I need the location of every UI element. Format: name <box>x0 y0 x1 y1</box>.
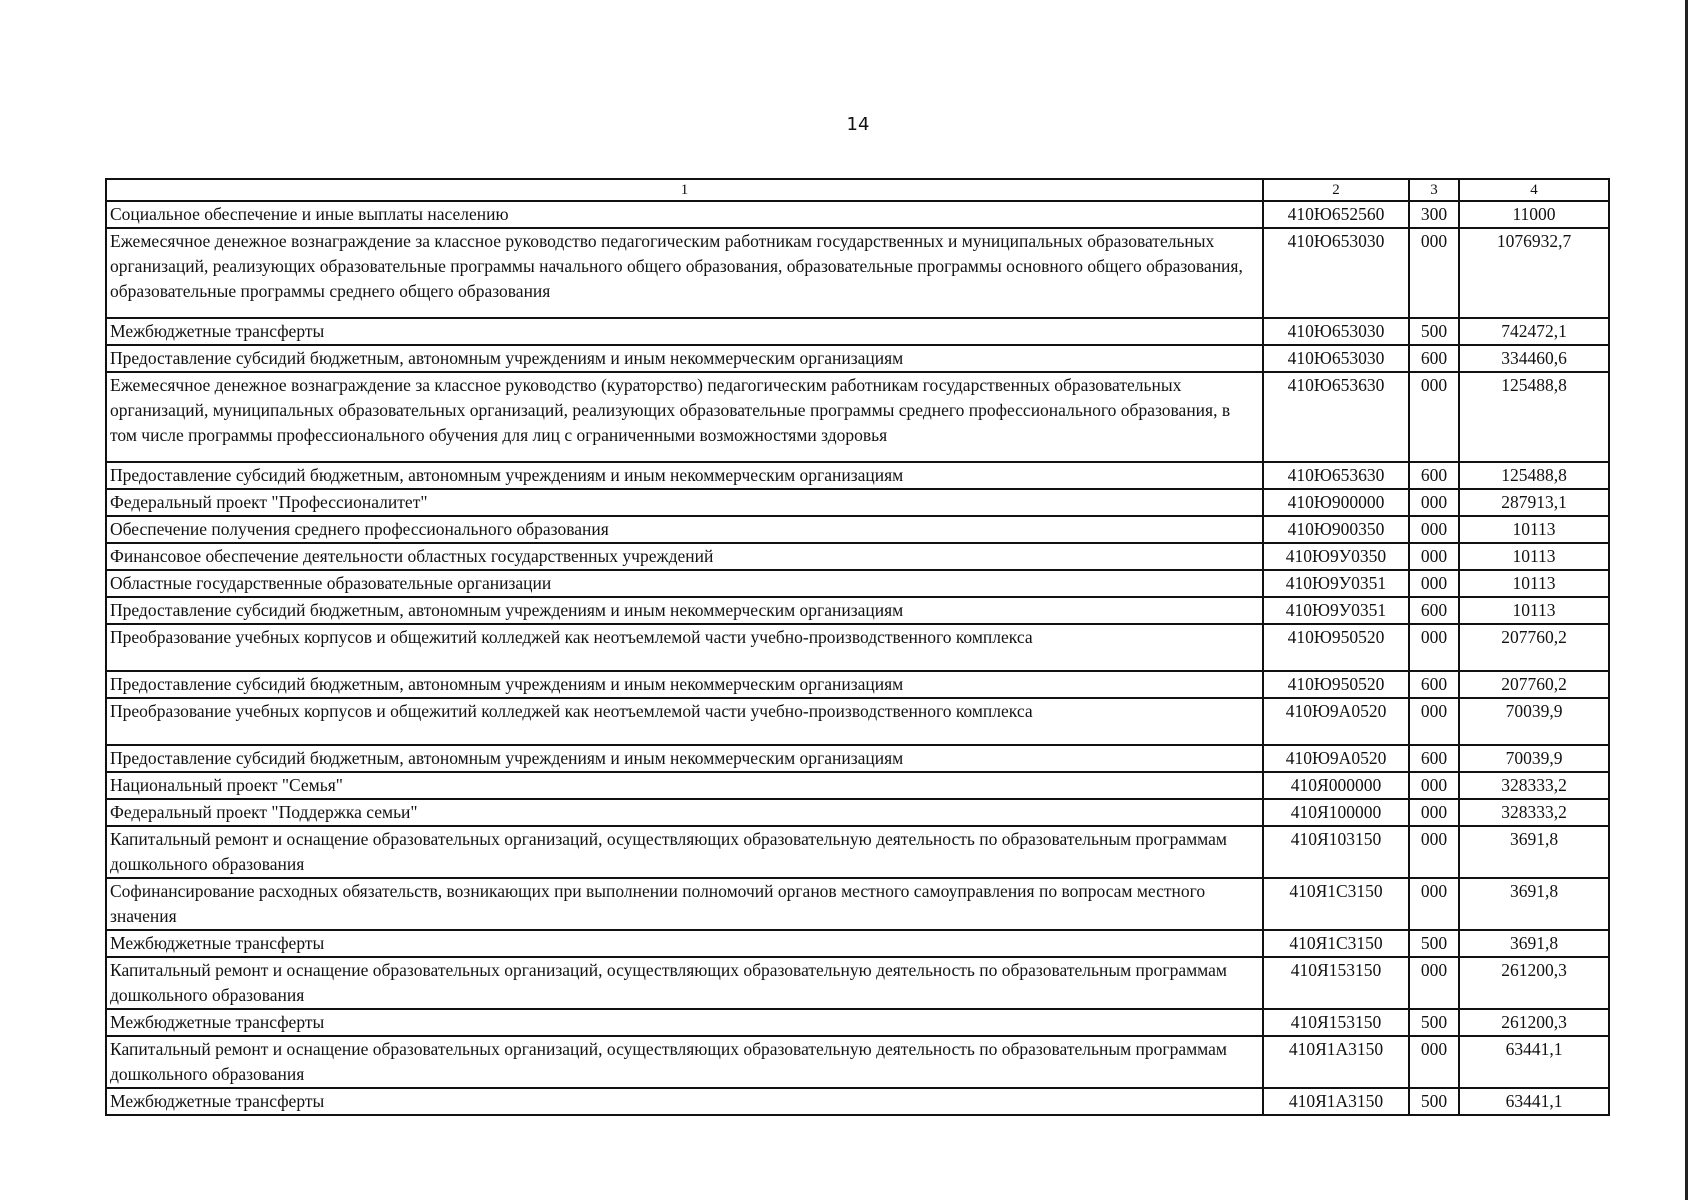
row-target-code: 410Я153150 <box>1263 957 1409 1009</box>
row-target-code: 410Ю9У0350 <box>1263 543 1409 570</box>
row-target-code: 410Ю9А0520 <box>1263 698 1409 745</box>
table-row <box>106 1009 1609 1036</box>
row-description: Капитальный ремонт и оснащение образовательных организаций, осуществляющих образовательную деятельность по образовательным программам дошкольного образования <box>106 957 1263 1009</box>
row-expense-type: 300 <box>1409 201 1459 228</box>
column-number-2: 2 <box>1263 179 1409 201</box>
row-description: Обеспечение получения среднего профессионального образования <box>106 516 1263 543</box>
table-body <box>106 179 1609 1115</box>
row-expense-type: 000 <box>1409 228 1459 318</box>
column-number-header-row <box>106 179 1609 201</box>
row-expense-type: 600 <box>1409 671 1459 698</box>
row-description: Ежемесячное денежное вознаграждение за классное руководство педагогическим работникам государственных и муниципальных образовательных организаций, реализующих образовательные программы начального общего образования, образовательные программы основного общего образования, образовательные программы среднего общего образования <box>106 228 1263 318</box>
row-description: Предоставление субсидий бюджетным, автономным учреждениям и иным некоммерческим организациям <box>106 671 1263 698</box>
table-row <box>106 489 1609 516</box>
row-amount: 125488,8 <box>1459 462 1609 489</box>
row-amount: 125488,8 <box>1459 372 1609 462</box>
table-row <box>106 597 1609 624</box>
row-target-code: 410Ю900000 <box>1263 489 1409 516</box>
row-target-code: 410Ю653630 <box>1263 372 1409 462</box>
budget-table <box>105 178 1610 1116</box>
table-row <box>106 570 1609 597</box>
table-row <box>106 671 1609 698</box>
row-target-code: 410Я000000 <box>1263 772 1409 799</box>
row-amount: 63441,1 <box>1459 1088 1609 1115</box>
row-description: Социальное обеспечение и иные выплаты населению <box>106 201 1263 228</box>
row-amount: 10113 <box>1459 543 1609 570</box>
row-expense-type: 000 <box>1409 957 1459 1009</box>
row-expense-type: 000 <box>1409 1036 1459 1088</box>
row-target-code: 410Ю653030 <box>1263 318 1409 345</box>
row-amount: 207760,2 <box>1459 671 1609 698</box>
row-expense-type: 600 <box>1409 597 1459 624</box>
row-description: Предоставление субсидий бюджетным, автономным учреждениям и иным некоммерческим организациям <box>106 345 1263 372</box>
table-row <box>106 318 1609 345</box>
table-row <box>106 1036 1609 1088</box>
row-target-code: 410Ю950520 <box>1263 671 1409 698</box>
row-amount: 742472,1 <box>1459 318 1609 345</box>
row-amount: 70039,9 <box>1459 698 1609 745</box>
row-target-code: 410Ю9У0351 <box>1263 597 1409 624</box>
row-description: Софинансирование расходных обязательств, возникающих при выполнении полномочий органов местного самоуправления по вопросам местного значения <box>106 878 1263 930</box>
row-expense-type: 500 <box>1409 1009 1459 1036</box>
row-description: Межбюджетные трансферты <box>106 1009 1263 1036</box>
row-description: Финансовое обеспечение деятельности областных государственных учреждений <box>106 543 1263 570</box>
row-target-code: 410Я1А3150 <box>1263 1088 1409 1115</box>
row-amount: 63441,1 <box>1459 1036 1609 1088</box>
row-amount: 328333,2 <box>1459 799 1609 826</box>
scan-edge-line <box>1685 0 1688 1200</box>
row-amount: 11000 <box>1459 201 1609 228</box>
row-description: Межбюджетные трансферты <box>106 930 1263 957</box>
row-amount: 3691,8 <box>1459 878 1609 930</box>
row-expense-type: 000 <box>1409 826 1459 878</box>
row-description: Межбюджетные трансферты <box>106 318 1263 345</box>
row-expense-type: 000 <box>1409 878 1459 930</box>
row-expense-type: 000 <box>1409 489 1459 516</box>
row-description: Предоставление субсидий бюджетным, автономным учреждениям и иным некоммерческим организациям <box>106 597 1263 624</box>
row-amount: 10113 <box>1459 516 1609 543</box>
row-description: Областные государственные образовательные организации <box>106 570 1263 597</box>
row-expense-type: 000 <box>1409 624 1459 671</box>
table-row <box>106 462 1609 489</box>
row-description: Капитальный ремонт и оснащение образовательных организаций, осуществляющих образовательную деятельность по образовательным программам дошкольного образования <box>106 1036 1263 1088</box>
row-amount: 287913,1 <box>1459 489 1609 516</box>
page-number: 14 <box>846 114 870 135</box>
row-amount: 3691,8 <box>1459 826 1609 878</box>
table-row <box>106 1088 1609 1115</box>
row-expense-type: 500 <box>1409 1088 1459 1115</box>
column-number-1: 1 <box>106 179 1263 201</box>
table-row <box>106 345 1609 372</box>
row-target-code: 410Я1С3150 <box>1263 878 1409 930</box>
row-amount: 10113 <box>1459 597 1609 624</box>
table-row <box>106 878 1609 930</box>
row-description: Федеральный проект "Поддержка семьи" <box>106 799 1263 826</box>
row-expense-type: 600 <box>1409 462 1459 489</box>
table-row <box>106 745 1609 772</box>
row-target-code: 410Я103150 <box>1263 826 1409 878</box>
row-amount: 261200,3 <box>1459 1009 1609 1036</box>
table-row <box>106 543 1609 570</box>
row-amount: 261200,3 <box>1459 957 1609 1009</box>
row-target-code: 410Я1С3150 <box>1263 930 1409 957</box>
table-row <box>106 930 1609 957</box>
table-row <box>106 826 1609 878</box>
row-amount: 3691,8 <box>1459 930 1609 957</box>
row-target-code: 410Ю653630 <box>1263 462 1409 489</box>
row-target-code: 410Я153150 <box>1263 1009 1409 1036</box>
row-expense-type: 000 <box>1409 516 1459 543</box>
row-target-code: 410Ю950520 <box>1263 624 1409 671</box>
row-expense-type: 000 <box>1409 799 1459 826</box>
table-row <box>106 799 1609 826</box>
row-amount: 70039,9 <box>1459 745 1609 772</box>
row-target-code: 410Ю9А0520 <box>1263 745 1409 772</box>
row-description: Преобразование учебных корпусов и общежитий колледжей как неотъемлемой части учебно-производственного комплекса <box>106 624 1263 671</box>
row-target-code: 410Ю653030 <box>1263 345 1409 372</box>
table-row <box>106 516 1609 543</box>
row-amount: 334460,6 <box>1459 345 1609 372</box>
row-amount: 207760,2 <box>1459 624 1609 671</box>
row-description: Национальный проект "Семья" <box>106 772 1263 799</box>
row-target-code: 410Я100000 <box>1263 799 1409 826</box>
row-expense-type: 000 <box>1409 698 1459 745</box>
row-expense-type: 000 <box>1409 543 1459 570</box>
row-target-code: 410Ю652560 <box>1263 201 1409 228</box>
row-target-code: 410Я1А3150 <box>1263 1036 1409 1088</box>
row-target-code: 410Ю9У0351 <box>1263 570 1409 597</box>
row-expense-type: 000 <box>1409 372 1459 462</box>
row-expense-type: 500 <box>1409 318 1459 345</box>
row-expense-type: 500 <box>1409 930 1459 957</box>
row-expense-type: 000 <box>1409 772 1459 799</box>
row-description: Предоставление субсидий бюджетным, автономным учреждениям и иным некоммерческим организациям <box>106 462 1263 489</box>
row-description: Предоставление субсидий бюджетным, автономным учреждениям и иным некоммерческим организациям <box>106 745 1263 772</box>
row-target-code: 410Ю653030 <box>1263 228 1409 318</box>
row-amount: 328333,2 <box>1459 772 1609 799</box>
table-row <box>106 698 1609 745</box>
column-number-4: 4 <box>1459 179 1609 201</box>
row-amount: 1076932,7 <box>1459 228 1609 318</box>
row-description: Преобразование учебных корпусов и общежитий колледжей как неотъемлемой части учебно-производственного комплекса <box>106 698 1263 745</box>
row-expense-type: 000 <box>1409 570 1459 597</box>
row-expense-type: 600 <box>1409 745 1459 772</box>
table-row <box>106 372 1609 462</box>
table-row <box>106 957 1609 1009</box>
row-expense-type: 600 <box>1409 345 1459 372</box>
table-row <box>106 201 1609 228</box>
row-description: Межбюджетные трансферты <box>106 1088 1263 1115</box>
column-number-3: 3 <box>1409 179 1459 201</box>
row-amount: 10113 <box>1459 570 1609 597</box>
row-description: Капитальный ремонт и оснащение образовательных организаций, осуществляющих образовательную деятельность по образовательным программам дошкольного образования <box>106 826 1263 878</box>
row-target-code: 410Ю900350 <box>1263 516 1409 543</box>
table-row <box>106 624 1609 671</box>
row-description: Федеральный проект "Профессионалитет" <box>106 489 1263 516</box>
table-row <box>106 772 1609 799</box>
row-description: Ежемесячное денежное вознаграждение за классное руководство (кураторство) педагогическим работникам государственных образовательных организаций, муниципальных образовательных организаций, реализующих образовательные программы среднего профессионального образования, в том числе программы профессионального обучения для лиц с ограниченными возможностями здоровья <box>106 372 1263 462</box>
table-row <box>106 228 1609 318</box>
